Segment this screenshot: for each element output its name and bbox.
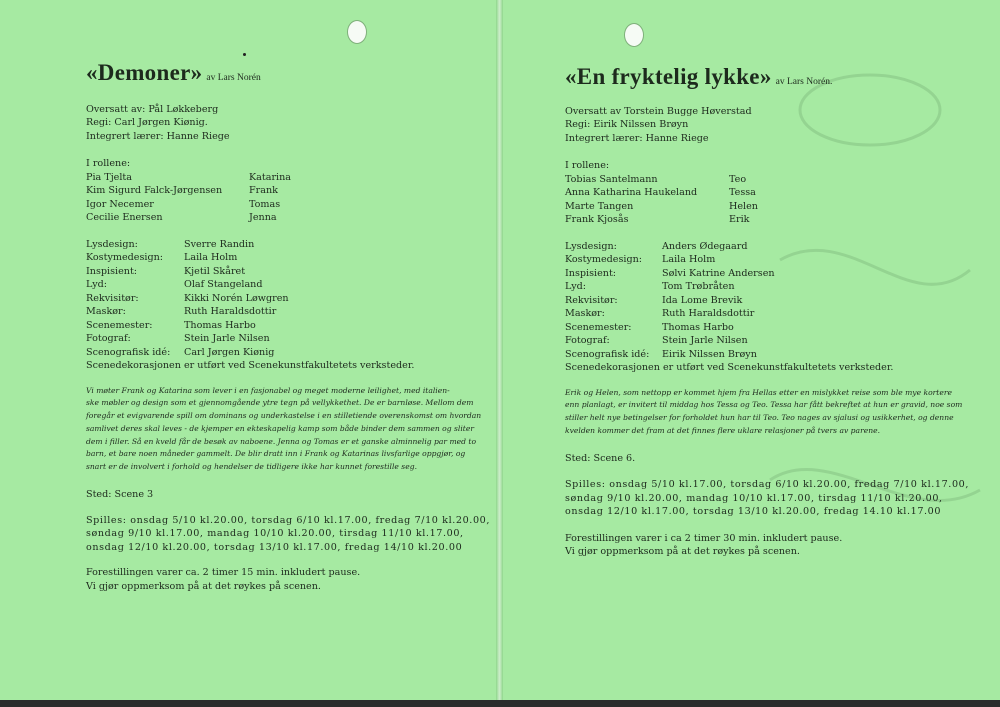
crew-name: Eirik Nilssen Brøyn: [662, 348, 757, 360]
teacher-line: Integrert lærer: Hanne Riege: [86, 130, 230, 142]
cast-actor: Cecilie Enersen: [86, 212, 163, 223]
translator-line: Oversatt av Torstein Bugge Høverstad: [565, 105, 752, 117]
crew-job: Lyd:: [86, 279, 107, 290]
crew-name: Sverre Randin: [184, 238, 255, 250]
crew-job: Lyd:: [565, 281, 586, 292]
ink-dot: [243, 53, 246, 56]
cast-list: [565, 173, 985, 227]
director-line: Regi: Eirik Nilssen Brøyn: [565, 119, 689, 130]
cast-actor: Tobias Santelmann: [565, 173, 658, 185]
crew-job: Inspisient:: [86, 265, 138, 277]
workshop-note: Scenedekorasjonen er utført ved Scenekunstfakultetets verksteder.: [565, 362, 894, 373]
schedule-line: søndag 9/10 kl.17.00, mandag 10/10 kl.20.00, tirsdag 11/10 kl.17.00,: [86, 528, 464, 540]
synopsis-line: kvelden kommer det fram at det finnes flere uklare relasjoner på tvers av parene.: [565, 425, 880, 435]
play-title: [565, 64, 985, 90]
schedule: [86, 514, 491, 555]
cast-actor: Marte Tangen: [565, 200, 634, 212]
right-program: [565, 64, 985, 559]
cast-list: [86, 171, 486, 225]
crew-job: Lysdesign:: [565, 240, 617, 252]
synopsis-line: snart er de involvert i forhold og hendelser de tidligere ikke har kunnet forestille seg.: [86, 462, 417, 472]
synopsis-line: stiller helt nye betingelser for forholdet hun har til Teo. Teo nages av sjalusi og usikkerhet, og denne: [565, 413, 954, 423]
crew-job: Scenografisk idé:: [86, 346, 171, 358]
synopsis-line: barn, et bare noen måneder gammelt. De blir dratt inn i Frank og Katarinas livsfarlige oppgjør, og: [86, 449, 466, 459]
cast-role: Katarina: [249, 171, 292, 183]
crew-job: Rekvisitør:: [86, 292, 139, 304]
title-text: «Demoner»: [86, 60, 203, 85]
cast-header: I rollene:: [86, 158, 131, 169]
schedule-line: onsdag 12/10 kl.17.00, torsdag 13/10 kl.20.00, fredag 14.10 kl.17.00: [565, 506, 942, 518]
crew-name: Kjetil Skåret: [184, 265, 246, 277]
crew-list: [565, 240, 985, 362]
cast-role: Tessa: [729, 187, 756, 198]
cast-role: Helen: [729, 200, 758, 212]
title-author: av Lars Norén.: [775, 77, 833, 87]
schedule-line: onsdag 12/10 kl.20.00, torsdag 13/10 kl.17.00, fredag 14/10 kl.20.00: [86, 541, 463, 553]
credits: [86, 103, 486, 144]
smoking-note: Vi gjør oppmerksom på at det røykes på scenen.: [565, 546, 800, 558]
translator-line: Oversatt av: Pål Løkkeberg: [86, 103, 219, 115]
crew-job: Maskør:: [86, 306, 126, 317]
synopsis: [565, 387, 985, 438]
punch-hole: [347, 20, 367, 44]
crew-name: Stein Jarle Nilsen: [184, 333, 270, 344]
crew-job: Fotograf:: [565, 335, 610, 346]
crew-name: Laila Holm: [662, 254, 716, 265]
cast-actor: Igor Necemer: [86, 198, 154, 210]
credits: [565, 105, 985, 146]
crew-name: Stein Jarle Nilsen: [662, 335, 748, 346]
crew-name: Kikki Norén Løwgren: [184, 292, 289, 304]
cast-actor: Pia Tjelta: [86, 171, 132, 183]
crew-job: Scenemester:: [565, 321, 632, 333]
venue: Sted: Scene 3: [86, 489, 154, 501]
crew-name: Laila Holm: [184, 252, 238, 263]
cast-role: Frank: [249, 185, 278, 196]
cast-actor: Anna Katharina Haukeland: [565, 187, 698, 198]
smoking-note: Vi gjør oppmerksom på at det røykes på scenen.: [86, 580, 321, 592]
title-author: av Lars Norén: [206, 73, 261, 83]
crew-job: Fotograf:: [86, 333, 131, 344]
crew-name: Carl Jørgen Kiønig: [184, 346, 275, 358]
left-program: [86, 60, 491, 593]
crew-name: Thomas Harbo: [662, 321, 734, 333]
cast-role: Erik: [729, 214, 750, 225]
cast-role: Tomas: [249, 198, 281, 210]
schedule-line: Spilles: onsdag 5/10 kl.17.00, torsdag 6/10 kl.20.00, fredag 7/10 kl.17.00,: [565, 479, 970, 491]
synopsis-line: Vi møter Frank og Katarina som lever i en fasjonabel og meget moderne leilighet, med italien-: [86, 385, 450, 395]
synopsis-line: samlivet deres skal leves - de kjemper en ekteskapelig kamp som både binder dem sammen og sliter: [86, 423, 474, 433]
cast-actor: Frank Kjosås: [565, 214, 629, 225]
schedule: [565, 478, 985, 519]
synopsis-line: enn planlagt, er invitert til middag hos Tessa og Teo. Tessa har fått bekreftet at hun er gravid, noe som: [565, 400, 963, 410]
workshop-note: Scenedekorasjonen er utført ved Scenekunstfakultetets verksteder.: [86, 360, 415, 371]
notes: [86, 566, 486, 593]
crew-name: Ruth Haraldsdottir: [662, 308, 755, 319]
teacher-line: Integrert lærer: Hanne Riege: [565, 132, 709, 144]
crew-job: Rekvisitør:: [565, 294, 618, 306]
synopsis-line: ske møbler og design som et gjennomgående ytre tegn på vellykkethet. De er barnløse. Mellom dem: [86, 398, 474, 408]
title-text: «En fryktelig lykke»: [565, 64, 772, 89]
schedule-line: søndag 9/10 kl.20.00, mandag 10/10 kl.17.00, tirsdag 11/10 kl.20.00,: [565, 492, 943, 504]
crew-name: Tom Trøbråten: [662, 281, 735, 292]
synopsis-line: Erik og Helen, som nettopp er kommet hjem fra Hellas etter en mislykket reise som ble mye kortere: [565, 387, 952, 397]
crew-job: Scenemester:: [86, 319, 153, 331]
venue: Sted: Scene 6.: [565, 452, 636, 464]
crew-list: [86, 238, 486, 360]
schedule-line: Spilles: onsdag 5/10 kl.20.00, torsdag 6/10 kl.17.00, fredag 7/10 kl.20.00,: [86, 514, 491, 526]
duration-note: Forestillingen varer i ca 2 timer 30 min. inkludert pause.: [565, 532, 843, 544]
crew-job: Kostymedesign:: [565, 254, 643, 265]
crew-name: Olaf Stangeland: [184, 279, 263, 290]
crew-name: Ruth Haraldsdottir: [184, 306, 277, 317]
page-fold: [496, 0, 503, 707]
crew-job: Inspisient:: [565, 267, 617, 279]
crew-name: Ida Lome Brevik: [662, 294, 743, 306]
crew-job: Maskør:: [565, 308, 605, 319]
synopsis-line: foregår et evigvarende spill om dominans og underkastelse i en stilletiende overenskomst om hvordan: [86, 411, 482, 421]
crew-name: Thomas Harbo: [184, 319, 256, 331]
crew-job: Lysdesign:: [86, 238, 138, 250]
scan-edge: [0, 700, 1000, 707]
duration-note: Forestillingen varer ca. 2 timer 15 min. inkludert pause.: [86, 567, 361, 579]
cast-role: Teo: [729, 173, 747, 185]
notes: [565, 532, 985, 559]
crew-name: Sølvi Katrine Andersen: [662, 267, 775, 279]
synopsis-line: dem i filler. Så en kveld får de besøk av naboene. Jenna og Tomas er et ganske alminnelig par med to: [86, 436, 477, 446]
cast-header: I rollene:: [565, 160, 610, 171]
crew-job: Scenografisk idé:: [565, 348, 650, 360]
crew-job: Kostymedesign:: [86, 252, 164, 263]
synopsis: [86, 385, 486, 475]
crew-name: Anders Ødegaard: [662, 240, 748, 252]
cast-role: Jenna: [249, 212, 277, 223]
play-title: [86, 60, 486, 86]
cast-actor: Kim Sigurd Falck-Jørgensen: [86, 185, 223, 196]
director-line: Regi: Carl Jørgen Kiønig.: [86, 117, 208, 128]
punch-hole: [624, 23, 644, 47]
